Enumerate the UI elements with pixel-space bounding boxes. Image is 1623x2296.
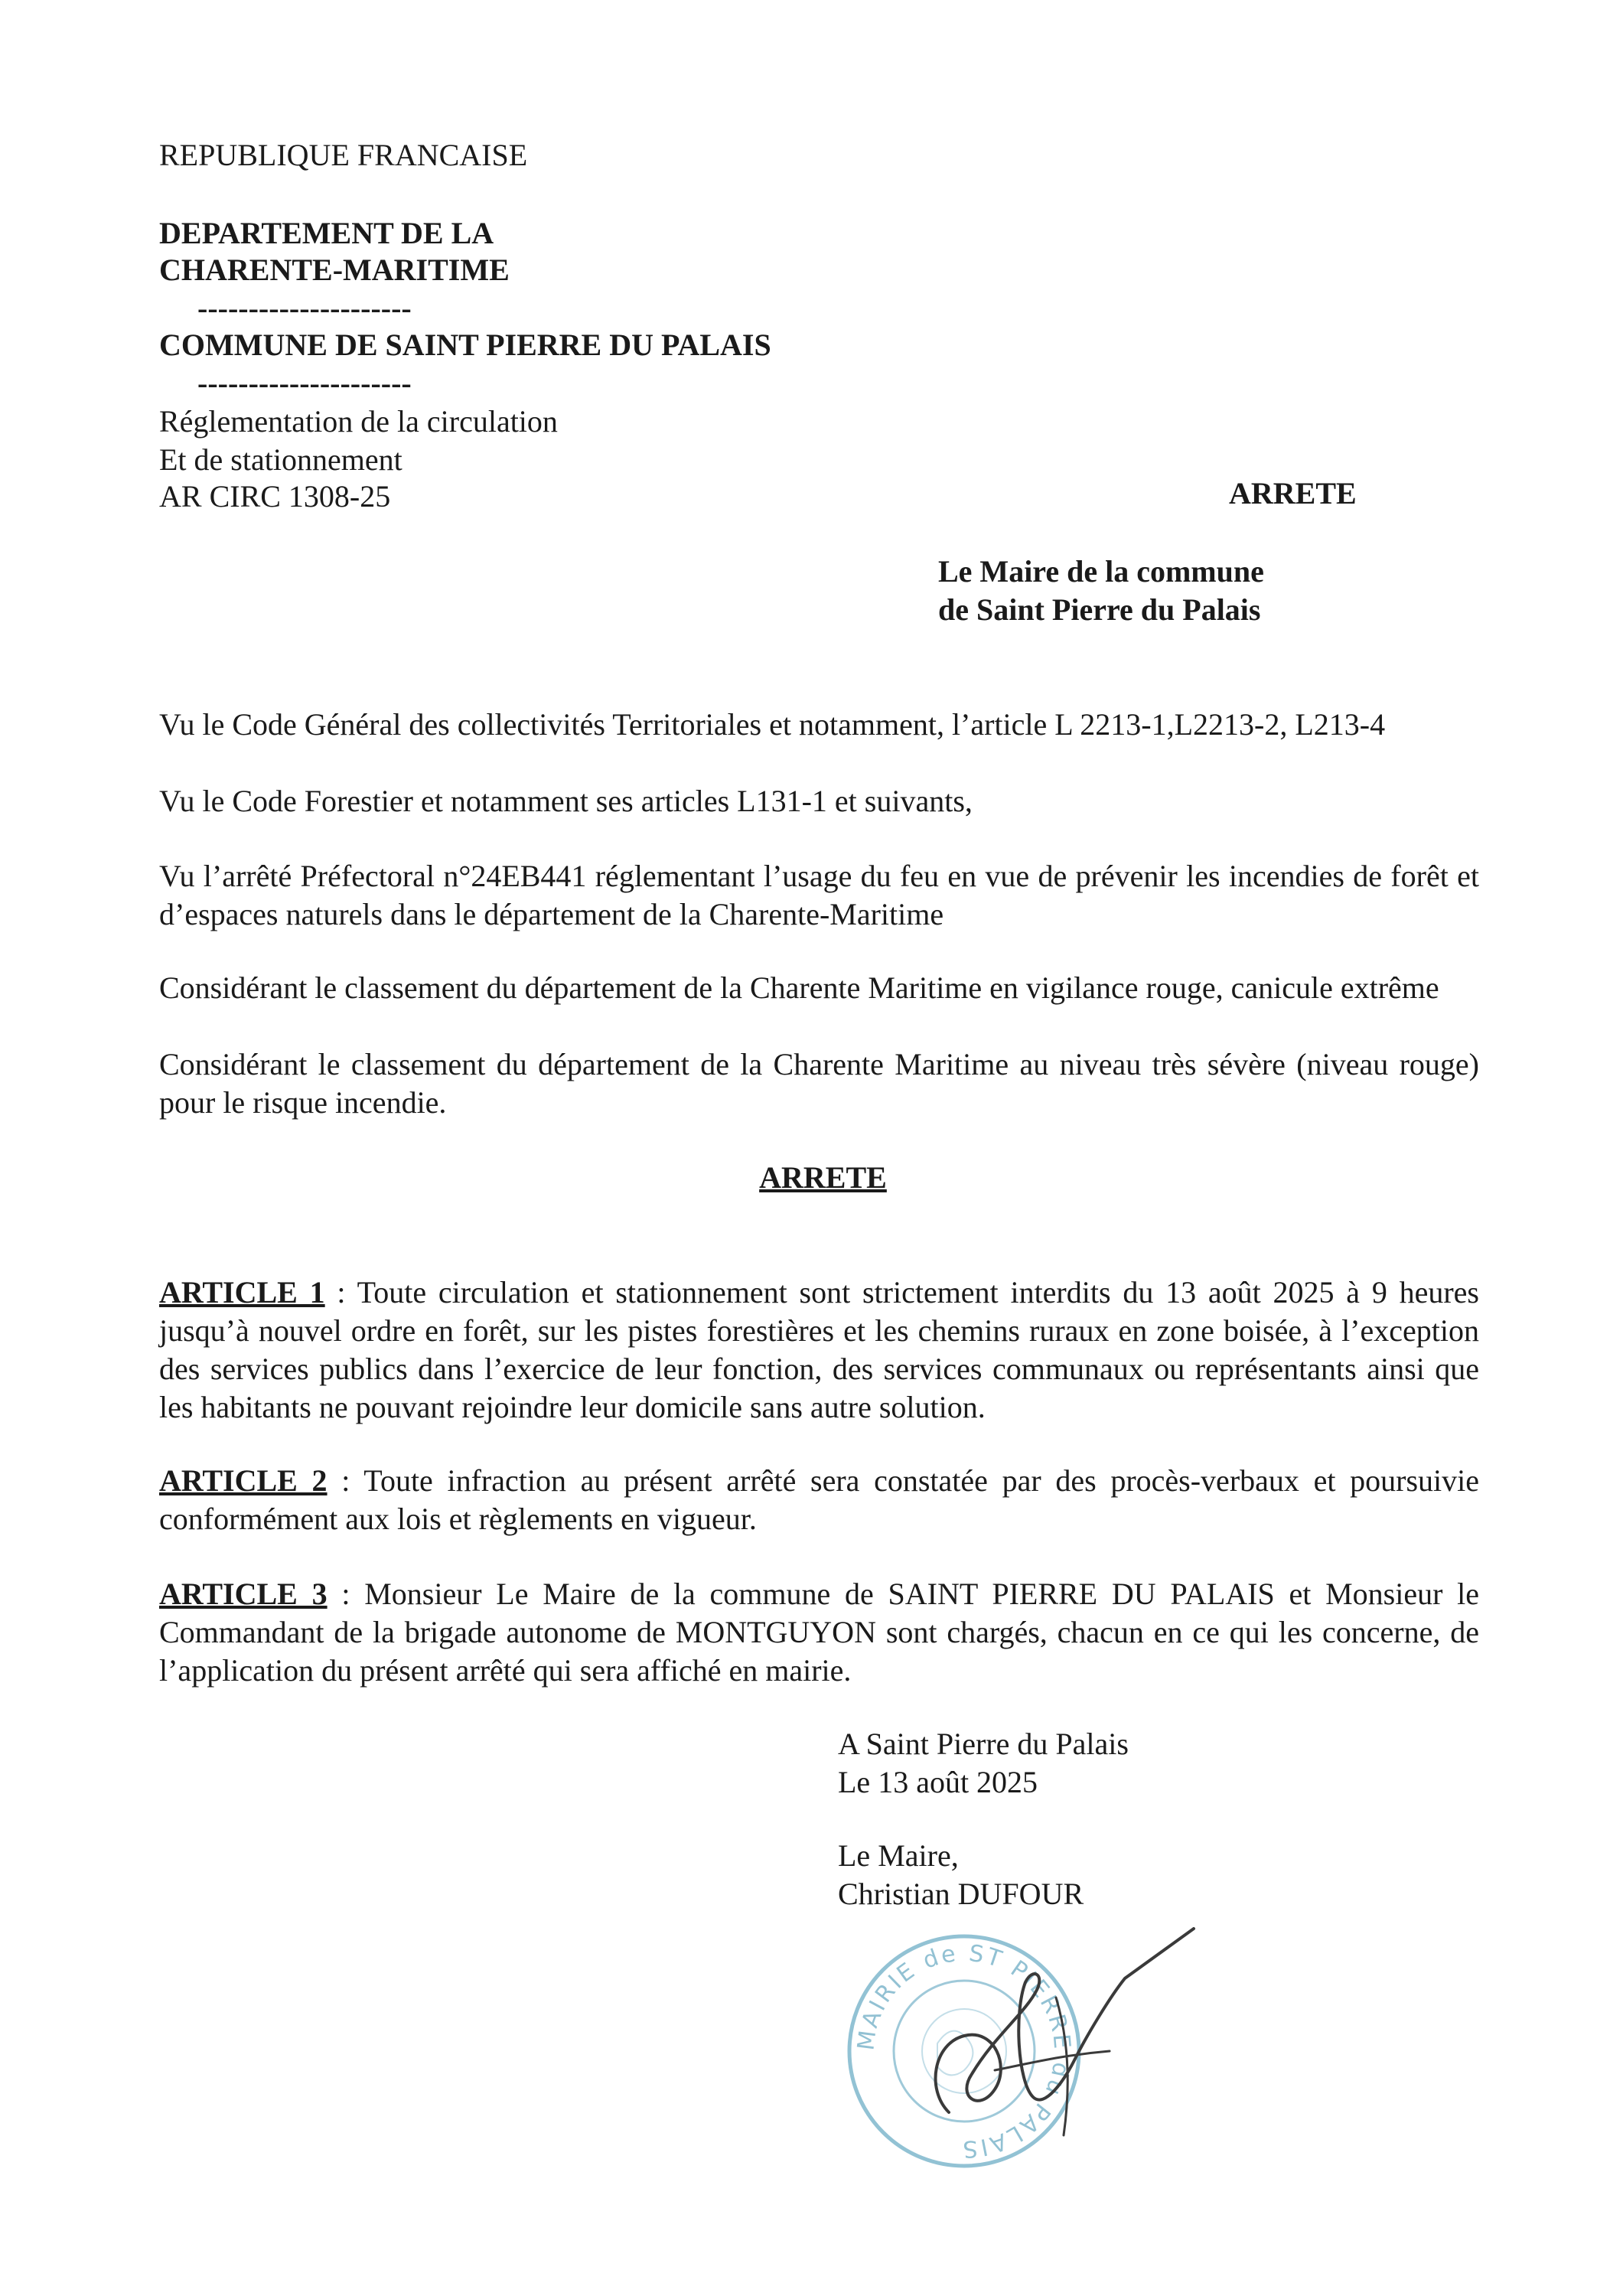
department-line-2: CHARENTE-MARITIME	[159, 253, 510, 287]
article-1-label: ARTICLE 1	[159, 1275, 325, 1309]
signature-name: Christian DUFOUR	[838, 1877, 1084, 1911]
separator-1: ---------------------	[197, 291, 412, 325]
vu-cgct: Vu le Code Général des collectivités Territoriales et notamment, l’article L 2213-1,L2213-2, L213-4	[159, 707, 1386, 742]
article-2	[159, 1462, 1479, 1538]
subject-line-1: Réglementation de la circulation	[159, 404, 558, 439]
separator-2: ---------------------	[197, 366, 412, 400]
article-2-text: : Toute infraction au présent arrêté sera constatée par des procès-verbaux et poursuivie conformément aux lois et règlements en vigueur.	[159, 1463, 1479, 1536]
article-3	[159, 1575, 1479, 1690]
considerant-canicule: Considérant le classement du département de la Charente Maritime en vigilance rouge, canicule extrême	[159, 970, 1439, 1005]
authority-line-1: Le Maire de la commune	[938, 554, 1264, 589]
vu-arrete-prefectoral: Vu l’arrêté Préfectoral n°24EB441 réglementant l’usage du feu en vue de prévenir les incendies de forêt et d’espaces naturels dans le département de la Charente-Maritime	[159, 859, 1479, 931]
article-1	[159, 1274, 1479, 1427]
article-3-text: : Monsieur Le Maire de la commune de SAINT PIERRE DU PALAIS et Monsieur le Commandant de la brigade autonome de MONTGUYON sont chargés, chacun en ce qui les concerne, de l’application du présent arrêté qui sera affiché en mairie.	[159, 1577, 1479, 1688]
document-title: ARRETE	[1229, 476, 1357, 510]
article-2-label: ARTICLE 2	[159, 1463, 328, 1498]
commune-heading: COMMUNE DE SAINT PIERRE DU PALAIS	[159, 328, 771, 362]
authority-line-2: de Saint Pierre du Palais	[938, 592, 1261, 627]
subject-line-2: Et de stationnement	[159, 442, 402, 477]
signature-role: Le Maire,	[838, 1838, 959, 1873]
article-3-label: ARTICLE 3	[159, 1577, 328, 1611]
stamp-text: MAIRIE de ST PIERRE du PALAIS	[852, 1939, 1076, 2163]
vu-code-forestier: Vu le Code Forestier et notamment ses articles L131-1 et suivants,	[159, 784, 973, 818]
article-1-text: : Toute circulation et stationnement sont strictement interdits du 13 août 2025 à 9 heures jusqu’à nouvel ordre en forêt, sur les pistes forestières et les chemins ruraux en zone boisée, à l’exception des services publics dans l’exercice de leur fonction, des services communaux ou représentants ainsi que les habitants ne pouvant rejoindre leur domicile sans autre solution.	[159, 1275, 1479, 1424]
department-line-1: DEPARTEMENT DE LA	[159, 216, 494, 250]
republic-heading: REPUBLIQUE FRANCAISE	[159, 138, 528, 172]
signature-place: A Saint Pierre du Palais	[838, 1727, 1129, 1761]
considerant-incendie: Considérant le classement du département de la Charente Maritime au niveau très sévère (niveau rouge) pour le risque incendie.	[159, 1047, 1479, 1120]
handwritten-signature	[880, 1906, 1201, 2158]
reference-number: AR CIRC 1308-25	[159, 479, 391, 514]
signature-date: Le 13 août 2025	[838, 1765, 1038, 1799]
decision-title: ARRETE	[759, 1160, 887, 1195]
